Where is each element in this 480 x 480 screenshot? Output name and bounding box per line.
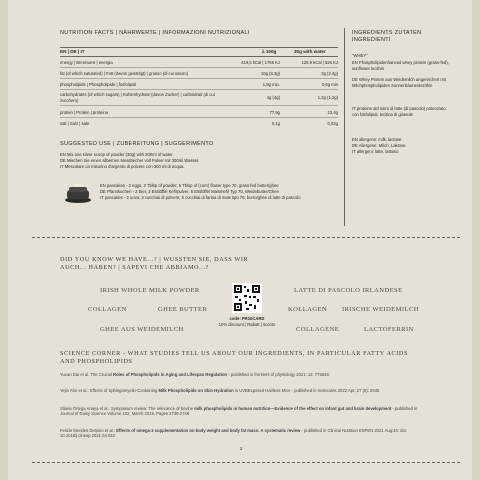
product-collagen: COLLAGEN [88,306,127,313]
reference-post: in UVBExposed Hairless Mice - published in molecules 2022 Apr; 27 (8): 2545 [233,388,380,393]
nutrition-row-v100: 10g (8,3g) [260,71,280,76]
reference-item [60,372,430,377]
nutrition-row-label: salt | Salz | sale [60,121,90,126]
nutrition-row-v100: 419,5 kCal | 1755 KJ [241,60,280,65]
product-collagene: COLLAGENE [296,326,340,333]
nutrition-top-rule [60,47,338,48]
reference-post: - published in Clinical Nutrition ESPEN 2021 Aug:44: doi: 10.1016/j.clnesp.2021.04.023 [60,428,407,439]
nutrition-col-lang: EN | DE | IT [60,49,85,54]
reference-title: Roles of Phospholipids in Aging and Lifespan Regulation [113,372,228,377]
science-title [60,350,420,366]
product-ghee-butter: GHEE BUTTER [158,306,208,313]
qr-code-icon[interactable] [232,283,262,313]
nutrition-row-v30: 0,6g min [321,82,338,87]
reference-post: - published in Journal of Daisy Science Volume 102, March 2019, Pages 2738-2748 [60,406,418,417]
reference-item [60,388,430,393]
nutrition-row-v100: 0,1g [271,121,280,126]
product-irish-whole-milk: IRISH WHOLE MILK POWDER [100,287,200,294]
reference-title: Effects of omega-3 supplementation on body weight and body fat mass: A systematic review [116,428,301,433]
product-latte-pascolo: LATTE DI PASCOLO IRLANDESE [294,287,403,294]
nutrition-row-v100: 77,9g [269,110,280,115]
pancakes-en: EN pancakes - 2 eggs, 3 Tblsp of powder, 5 Tblsp of (corn) flower type 70, grass-fed butter/ghee [100,183,279,188]
nutrition-row-v30: 23,4g [327,110,338,115]
nutrition-row-label: phospholipids | Phospholipide | fosfolipidi [60,82,137,87]
serving-de: DE Mischen Sie einen silbernen Messbecher voll Pulver mit 300ml Wasser. [60,158,200,163]
science-title-text: SCIENCE CORNER - WHAT STUDIES TELL US ABOUT OUR INGREDIENTS, IN PARTICULAR FATTY ACIDS AND PHOSPHOLIPIDS [60,350,409,365]
nutrition-title: NUTRITION FACTS | NÄHRWERTE | INFORMAZIONI NUTRIZIONALI [60,30,250,36]
reference-pre: Felicle Mendes Delpino et al.: [60,428,117,433]
nutrition-row-v30: 3g (2,4g) [321,71,338,76]
discount-code: code: PR10CARD [229,316,265,321]
reference-title: milk phospholipids in human nutrition—Evidence of the effect on infant gut and brain development [194,406,392,411]
nutrition-row-v100: 4g (4g) [266,95,280,100]
did-you-know-title [60,256,260,272]
serving-it: IT Mescolare un misurino d'argento di polvere con 300 ml di acqua. [60,164,185,169]
pancakes-de: DE Pfannkuchen - 2 Eier, 3 Esslöffel Kefirpulver, 5 Esslöffel Maismehl Typ 70, Weidebutter/Ghee [100,189,279,194]
serving-en: EN Mix one silver scoop of powder (30g) with 300ml of water. [60,152,174,157]
product-lactoferrin: LACTOFERRIN [364,326,414,333]
serving-title: SUGGESTED USE | ZUBEREITUNG | SUGGERIMENTO [60,141,214,147]
reference-pre: Yucan Dai et al. The Crucial [60,372,113,377]
nutrition-row-label: carbohydrates (of which sugars) | Kohlenhydrate (davon Zucker) | carboidrati (di cui zucchero) [60,92,215,103]
nutrition-row-label: energy | Brennwert | energia [60,60,113,65]
ingredients-title: INGREDIENTS ZUTATEN INGREDIENTI [352,30,422,43]
reference-item [60,406,430,417]
nutrition-head-rule [60,56,338,57]
nutrition-row-v100: 1,9g min. [262,82,280,87]
row-divider [60,78,338,79]
allergens-it: IT allergeni: latte, lattosio [352,149,399,154]
did-you-know-text: DID YOU KNOW WE HAVE...? | WUSSTEN SIE, DASS WIR AUCH... HABEN? | SAPEVI CHE ABBIAMO...? [60,256,249,271]
nutrition-row-label: protein | Protein | proteina [60,110,109,115]
nutrition-col-30g: 30g with water [294,49,326,54]
reference-pre: Yejin Ahn et al.: Effects of Sphingomyelin-Containing [60,388,159,393]
allergens-en: EN allergens: milk, lactose [352,137,402,142]
product-irische-weidemilch: IRISCHE WEIDEMILCH [342,306,419,313]
package-page [8,0,472,480]
ingredients-de: DE Whey Protein aus Weidemilch angereichert mit Milchphospholipiden Sonnenblumenlezithin [352,77,446,88]
reference-title: Milk Phospholipids on Skin Hydration [158,388,234,393]
nutrition-col-100g: à 100g [262,49,277,54]
row-divider [60,67,338,68]
allergens-de: DE Allergene: Milch, Laktose [352,143,406,148]
product-ghee-aus-weidemilch: GHEE AUS WEIDEMILCH [100,326,184,333]
reference-pre: Sliana Ortega Anaya et al.: Symposium review: The relevance of bovine [60,406,195,411]
product-kollagen: KOLLAGEN [288,306,328,313]
nutrition-row-label: fat (of which saturated) | Fett (davon gesättigt) | grasso (di cui saturo) [60,71,189,76]
discount-text: 10% discount | Rabatt | sconto [218,322,276,327]
pancake-stack-icon [64,181,92,205]
nutrition-row-v30: 1,2g (1,2g) [317,95,338,100]
row-divider [60,89,338,90]
row-divider [60,117,338,118]
bottom-separator [32,462,460,463]
nutrition-row-v30: 0,02g [327,121,338,126]
reference-item [60,428,430,439]
row-divider [60,105,338,106]
pancakes-it: IT pancakes - 2 uova, 3 cucchiai di polvere, 5 cucchiai di farina di mais tipo 70, burro/ghee di latte di pascolo [100,195,301,200]
ingredients-whey: "WHEY" [352,53,368,58]
page-number: 2 [240,446,243,451]
nutrition-row-v30: 125,9 kCal | 526 KJ [301,60,338,65]
ingredients-it: IT proteine del siero di latte (di pascolo) potenziato con fosfolipidi, lecitina di girasole [352,106,446,117]
reference-post: - published in frontiers of physiology 2021; 12: 775648. [227,372,330,377]
section-separator [32,237,460,238]
ingredients-en: EN Phospholipidenhanced whey protein (grass-fed), sunflower lecithin [352,60,449,71]
